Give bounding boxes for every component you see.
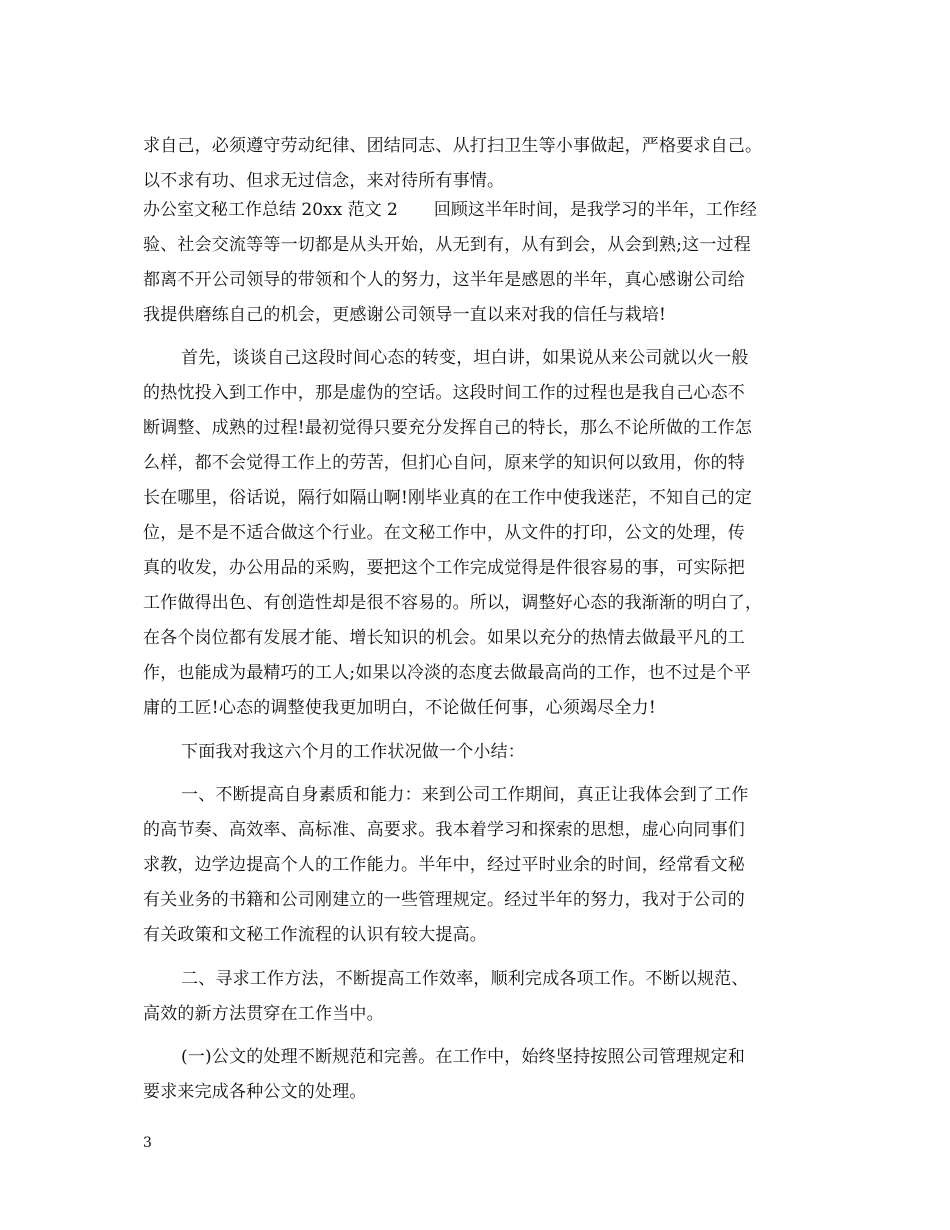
text-line: 高效的新方法贯穿在工作当中。 — [143, 1004, 384, 1024]
text-line: 断调整、成熟的过程!最初觉得只要充分发挥自己的特长，那么不论所做的工作怎 — [143, 418, 753, 438]
paragraph-first-line: 下面我对我这六个月的工作状况做一个小结： — [181, 742, 525, 762]
text-line: 真的收发，办公用品的采购，要把这个工作完成觉得是件很容易的事，可实际把 — [143, 558, 745, 578]
text-line: 有关政策和文秘工作流程的认识有较大提高。 — [143, 925, 487, 945]
text-line: 要求来完成各种公文的处理。 — [143, 1082, 367, 1102]
text-line: 长在哪里，俗话说，隔行如隔山啊!刚毕业真的在工作中使我迷茫，不知自己的定 — [143, 488, 753, 508]
text-line: 的热忱投入到工作中，那是虚伪的空话。这段时间工作的过程也是我自己心态不 — [143, 383, 745, 403]
text-line: 庸的工匠!心态的调整使我更加明白，不论做任何事，心须竭尽全力! — [143, 698, 656, 718]
text-line: 求教，边学边提高个人的工作能力。半年中，经过平时业余的时间，经常看文秘 — [143, 855, 745, 875]
text-line: 有关业务的书籍和公司刚建立的一些管理规定。经过半年的努力，我对于公司的 — [143, 890, 745, 910]
text-line: 求自己，必须遵守劳动纪律、团结同志、从打扫卫生等小事做起，严格要求自己。 — [143, 136, 763, 156]
paragraph-first-line: (一)公文的处理不断规范和完善。在工作中，始终坚持按照公司管理规定和 — [181, 1047, 746, 1067]
paragraph-first-line: 首先，谈谈自己这段时间心态的转变，坦白讲，如果说从来公司就以火一般 — [181, 348, 749, 368]
section-heading-title: 办公室文秘工作总结 20xx 范文 2 — [143, 200, 398, 220]
text-line: 么样，都不会觉得工作上的劳苦，但扪心自问，原来学的知识何以致用，你的特 — [143, 453, 745, 473]
paragraph-first-line: 一、不断提高自身素质和能力：来到公司工作期间，真正让我体会到了工作 — [181, 785, 749, 805]
text-line: 在各个岗位都有发展才能、增长知识的机会。如果以充分的热情去做最平凡的工 — [143, 628, 745, 648]
section-heading-text: 回顾这半年时间，是我学习的半年，工作经 — [433, 200, 757, 220]
text-line: 都离不开公司领导的带领和个人的努力，这半年是感恩的半年，真心感谢公司给 — [143, 270, 745, 290]
page-number: 3 — [143, 1135, 152, 1151]
paragraph-first-line: 二、寻求工作方法，不断提高工作效率，顺利完成各项工作。不断以规范、 — [181, 969, 749, 989]
text-line: 作，也能成为最精巧的工人;如果以冷淡的态度去做最高尚的工作，也不过是个平 — [143, 663, 751, 683]
text-line: 以不求有功、但求无过信念，来对待所有事情。 — [143, 171, 505, 191]
text-line: 工作做得出色、有创造性却是很不容易的。所以，调整好心态的我渐渐的明白了， — [143, 593, 763, 613]
text-line: 位，是不是不适合做这个行业。在文秘工作中，从文件的打印，公文的处理，传 — [143, 523, 745, 543]
text-line: 我提供磨练自己的机会，更感谢公司领导一直以来对我的信任与栽培! — [143, 305, 667, 325]
text-line: 验、社会交流等等一切都是从头开始，从无到有，从有到会，从会到熟;这一过程 — [143, 235, 751, 255]
section-heading-row — [143, 199, 757, 221]
text-line: 的高节奏、高效率、高标准、高要求。我本着学习和探索的思想，虚心向同事们 — [143, 820, 745, 840]
